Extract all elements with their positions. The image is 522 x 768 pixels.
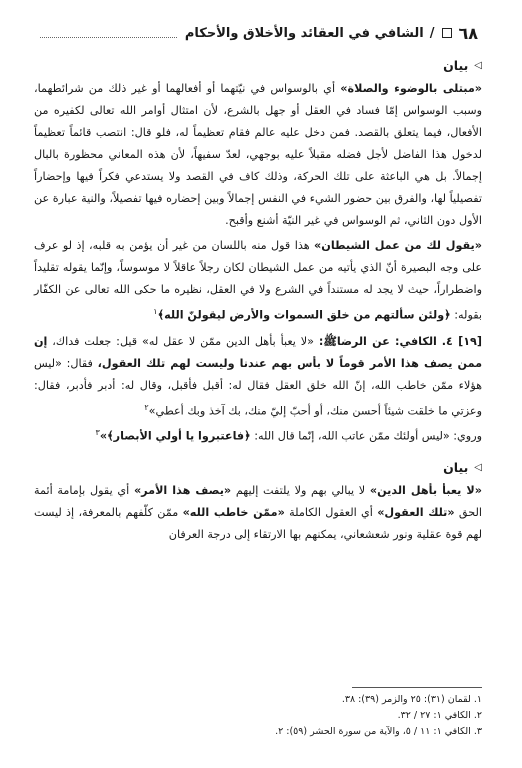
footnote-marker: ١: [153, 307, 158, 316]
page-number: ٦٨: [458, 23, 478, 43]
quoted-phrase: «يقول لك من عمل الشيطان»: [314, 239, 482, 252]
commentary-paragraph: [34, 78, 482, 232]
hadith-quote: «لا يعبأ بأهل الدين ممّن لا عقل له»: [142, 334, 315, 348]
footnote-marker: ٢: [144, 402, 149, 412]
hadith-number: [١٩] ٤.: [441, 334, 482, 348]
quoted-phrase: «لا يعبأ بأهل الدين»: [369, 484, 482, 498]
footnote-marker: ٣: [95, 428, 100, 438]
page-body: [34, 58, 482, 546]
header-separator: /: [429, 25, 435, 41]
hadith-source: الكافي: عن الرضاﷺ:: [318, 334, 437, 348]
quran-verse: ﴿فاعتبروا يا أولي الأبصار﴾»: [99, 430, 251, 444]
variant-text: وروي: «ليس أولئك ممّن عاتب الله، إنّما قال الله:: [254, 430, 482, 444]
hadith-quote: إن ممن يصف هذا الأمر قوماً لا بأس بهم عندنا وليست لهم تلك العقول،: [34, 334, 483, 370]
heading-label: بيان: [443, 58, 469, 73]
paragraph-text: أي يقول بإمامة أئمة الحق: [34, 484, 482, 520]
quoted-phrase: «مبتلى بالوضوء والصلاة»: [340, 82, 483, 95]
section-heading-1: [34, 58, 482, 73]
quoted-phrase: «ممّن خاطب الله»: [182, 506, 285, 520]
hadith-variant-line: [34, 422, 482, 448]
square-icon: [442, 28, 452, 38]
paragraph-text: ممّن كلّفهم بالمعرفة، إذ ليست لهم قوة عقلية ونور شعشعاني، يمكنهم بها الارتقاء إلى درجة العرفان: [34, 506, 482, 542]
triangle-icon: ◁: [474, 462, 482, 474]
footnote-1: ١. لقمان (٣١): ٢٥ والزمر (٣٩): ٣٨.: [341, 694, 482, 705]
book-title: الشافي في العقائد والأخلاق والأحكام: [184, 25, 424, 41]
paragraph-text: هذا قول منه باللسان من غير أن يؤمن به قلبه، إذ لو عرف على وجه البصيرة أنّ الذي يأتيه من عمل الشيطان لكان رجلاً عاقلاً لا موسوساً، وإنّما يقوله تقليداً واضطراراً، حيث لا يجد له مستنداً في الشرع ولا في العقل، نظيره ما حكى الله تعالى عن الكفّار بقوله:: [34, 239, 482, 322]
section-2: [34, 460, 482, 546]
triangle-icon: ◁: [474, 60, 482, 71]
commentary-paragraph: [34, 235, 482, 327]
footnote-2: ٢. الكافي ١: ٢٧ / ٣٢.: [397, 710, 482, 721]
footnote-rule: [352, 687, 482, 688]
paragraph-text: أي بالوسواس في نيّتهما أو أفعالهما أو غير ذلك من شرائطهما، وسبب الوسواس إمّا فساد في العقل أو جهل بالشرع، لأن امتثال أوامر الله تعالى لكفيره من الأفعال، فيما يتعلق بالقصد. فمن دخل عليه عالم فقام تعظيماً له، فلو قال: انتصب قائماً تعظيماً لدخول هذا الفاضل لأجل فضله مقبلاً عليه بوجهي، لعدّ سفيهاً، لأن هذه المعاني محظورة بالبال إجمالاً. بل هي الباعثة على تلك الحركة، وذلك كاف في القصد ولا يستدعي فكراً فيها وإحضاراً تفصيلياً لها، والفرق بين حضور الشيء في النفس إجمالاً وبين إحضاره فيها تفصيلاً، والنية عبارة عن الأول دون الثاني، ثم الوسواس في غير النيّة أشنع وأقبح.: [34, 82, 482, 227]
quran-verse: ﴿ولئن سألتهم من خلق السموات والأرض ليقولنّ الله﴾: [157, 308, 451, 322]
running-header: [40, 22, 478, 44]
commentary-paragraph: [34, 480, 482, 546]
heading-label: بيان: [443, 460, 469, 476]
paragraph-text: أي العقول الكاملة: [289, 506, 373, 520]
hadith-text: قيل: جعلت فداك،: [52, 334, 138, 348]
hadith-paragraph: [34, 331, 482, 423]
footnotes: [40, 692, 482, 740]
quoted-phrase: «يصف هذا الأمر»: [133, 484, 232, 498]
paragraph-text: لا يبالي بهم ولا يلتفت إليهم: [235, 484, 366, 498]
quoted-phrase: «تلك العقول»: [377, 506, 455, 520]
hadith-text: فقال: «ليس هؤلاء ممّن خاطب الله، إنّ الله خلق العقل فقال له: أقبل فأقبل، وقال له: أدبر فأدبر، فقال: وعزتي ما خلقت شيئاً أحسن منك، أو أحبّ إليّ منك، بك آخذ وبك أعطي»: [34, 356, 482, 418]
footnote-3: ٣. الكافي ١: ١١ / ٥، والآية من سورة الحشر (٥٩): ٢.: [275, 726, 482, 737]
section-heading-2: [34, 460, 482, 475]
header-dotted-leader: [40, 28, 177, 38]
